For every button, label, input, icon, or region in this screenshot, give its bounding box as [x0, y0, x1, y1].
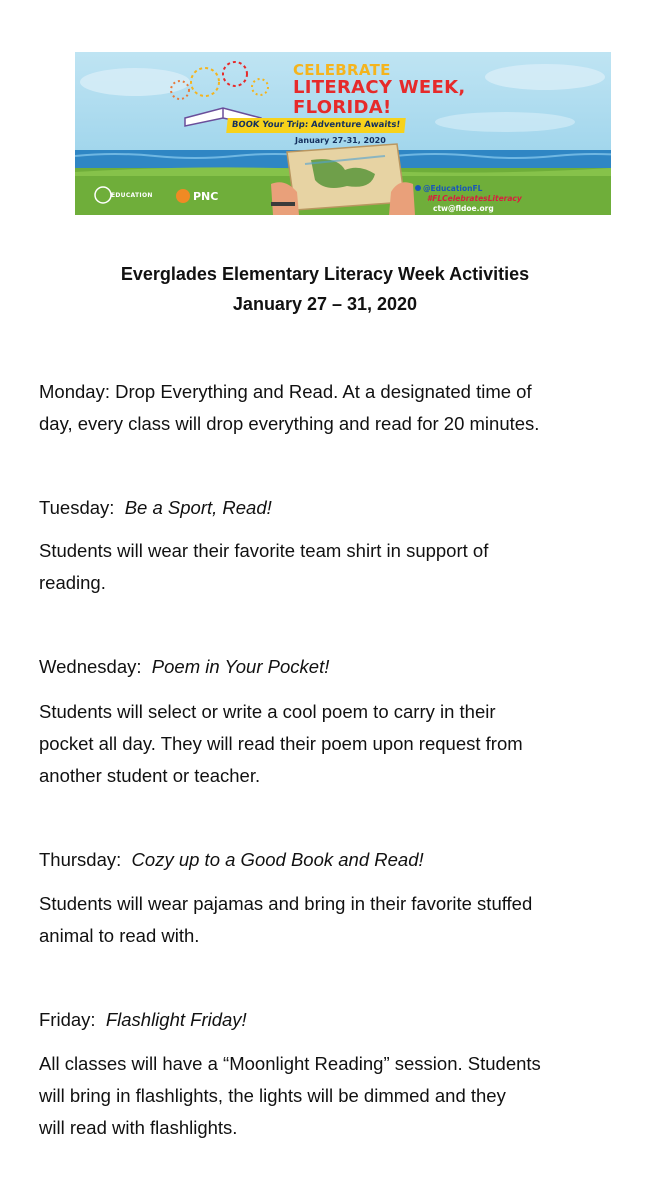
banner-dates: January 27-31, 2020	[295, 136, 386, 145]
tuesday-line-2: reading.	[39, 572, 106, 593]
thursday-theme: Cozy up to a Good Book and Read!	[131, 849, 424, 870]
wednesday-line-3: another student or teacher.	[39, 765, 261, 786]
education-logo-text: EDUCATION	[111, 192, 153, 199]
tuesday-heading	[39, 492, 619, 524]
friday-heading	[39, 1004, 619, 1036]
document-title: Everglades Elementary Literacy Week Activities	[120, 264, 530, 284]
friday-line-1: All classes will have a “Moonlight Reading” session. Students	[39, 1053, 541, 1074]
banner-hashtag: #FLCelebratesLiteracy	[427, 194, 522, 203]
thursday-description	[39, 888, 619, 952]
tuesday-line-1: Students will wear their favorite team shirt in support of	[39, 540, 489, 561]
monday-section	[39, 376, 619, 440]
friday-description	[39, 1048, 619, 1144]
friday-line-2: will bring in flashlights, the lights will be dimmed and they	[39, 1085, 506, 1106]
friday-label: Friday:	[39, 1009, 96, 1030]
banner-twitter-handle: @EducationFL	[423, 184, 483, 193]
tuesday-description	[39, 535, 619, 599]
pnc-logo-text: PNC	[193, 190, 219, 203]
twitter-icon	[415, 185, 421, 191]
monday-line-1: Monday: Drop Everything and Read. At a designated time of	[39, 381, 532, 402]
banner-florida: FLORIDA!	[293, 97, 392, 118]
wednesday-line-1: Students will select or write a cool poem to carry in their	[39, 701, 496, 722]
friday-line-3: will read with flashlights.	[39, 1117, 238, 1138]
friday-theme: Flashlight Friday!	[105, 1009, 247, 1030]
celebrate-literacy-week-banner	[75, 52, 611, 215]
thursday-line-1: Students will wear pajamas and bring in their favorite stuffed	[39, 893, 533, 914]
wednesday-label: Wednesday:	[39, 656, 142, 677]
hands-holding-map-icon	[271, 144, 415, 215]
banner-book-line: BOOK Your Trip: Adventure Awaits!	[226, 118, 406, 133]
tuesday-theme: Be a Sport, Read!	[124, 497, 272, 518]
wednesday-line-2: pocket all day. They will read their poem upon request from	[39, 733, 523, 754]
thursday-line-2: animal to read with.	[39, 925, 200, 946]
thursday-label: Thursday:	[39, 849, 122, 870]
pnc-logo-icon	[176, 189, 190, 203]
banner-celebrate: CELEBRATE	[293, 61, 391, 79]
thursday-heading	[39, 844, 619, 876]
monday-line-2: day, every class will drop everything and read for 20 minutes.	[39, 413, 540, 434]
tuesday-label: Tuesday:	[39, 497, 115, 518]
wednesday-description	[39, 696, 619, 792]
banner-literacy-week: LITERACY WEEK,	[293, 77, 466, 98]
wednesday-heading	[39, 651, 619, 683]
wednesday-theme: Poem in Your Pocket!	[151, 656, 330, 677]
document-dates: January 27 – 31, 2020	[232, 294, 418, 314]
banner-email: ctw@fldoe.org	[433, 204, 494, 213]
